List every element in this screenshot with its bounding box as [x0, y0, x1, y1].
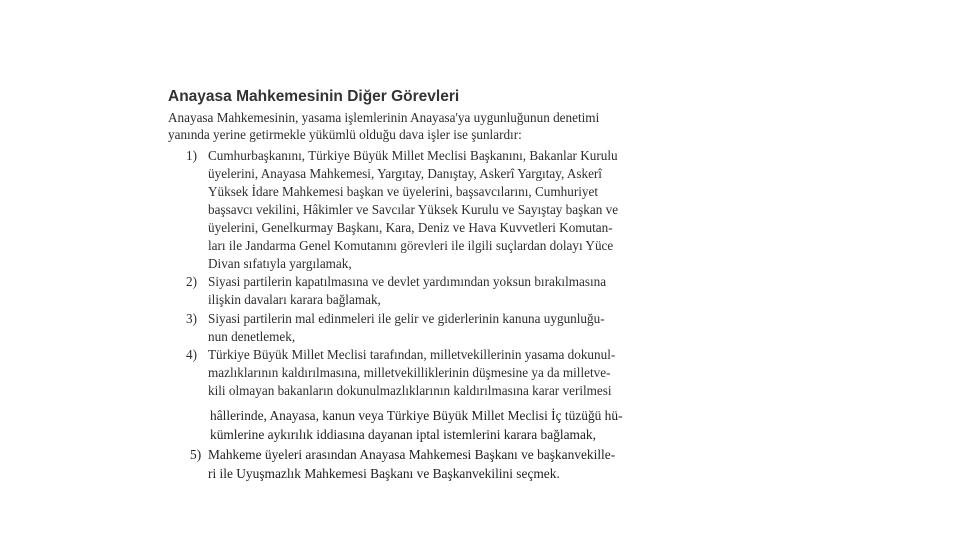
- continuation-line: kümlerine aykırılık iddiasına dayanan iptal istemlerini karara bağlamak,: [210, 427, 596, 442]
- list-item-line: nun denetlemek,: [208, 329, 296, 344]
- list-item-line: kili olmayan bakanların dokunulmazlıklarının kaldırılmasına karar verilmesi: [208, 383, 612, 398]
- list-item-line: Divan sıfatıyla yargılamak,: [208, 256, 352, 271]
- list-item-line: Yüksek İdare Mahkemesi başkan ve üyelerini, başsavcılarını, Cumhuriyet: [208, 184, 599, 199]
- list-item-line: Siyasi partilerin mal edinmeleri ile gelir ve giderlerinin kanuna uygunluğu-: [208, 311, 605, 326]
- list-item-line: Türkiye Büyük Millet Meclisi tarafından, milletvekillerinin yasama dokunul-: [208, 347, 616, 362]
- section-heading: Anayasa Mahkemesinin Diğer Görevleri: [168, 88, 460, 105]
- list-item-number: 2): [186, 274, 197, 289]
- list-item-line: üyelerini, Genelkurmay Başkanı, Kara, Deniz ve Hava Kuvvetleri Komutan-: [208, 220, 613, 235]
- list-item-line: başsavcı vekilini, Hâkimler ve Savcılar Yüksek Kurulu ve Sayıştay başkan ve: [208, 202, 619, 217]
- list-item-line: Cumhurbaşkanını, Türkiye Büyük Millet Meclisi Başkanını, Bakanlar Kurulu: [208, 148, 618, 163]
- intro-line: Anayasa Mahkemesinin, yasama işlemlerinin Anayasa'ya uygunluğunun denetimi: [168, 110, 600, 125]
- continuation-line: hâllerinde, Anayasa, kanun veya Türkiye Büyük Millet Meclisi İç tüzüğü hü-: [210, 408, 623, 423]
- intro-line: yanında yerine getirmekle yükümlü olduğu dava işler ise şunlardır:: [168, 127, 522, 142]
- list-item-line: üyelerini, Anayasa Mahkemesi, Yargıtay, Danıştay, Askerî Yargıtay, Askerî: [208, 166, 602, 181]
- list-item-line: mazlıklarının kaldırılmasına, milletvekilliklerinin düşmesine ya da milletve-: [208, 365, 611, 380]
- list-item-number: 3): [186, 311, 197, 326]
- list-item-number: 5): [190, 447, 202, 462]
- list-item-number: 4): [186, 347, 197, 362]
- list-item-number: 1): [186, 148, 197, 163]
- list-item-line: ri ile Uyuşmazlık Mahkemesi Başkanı ve Başkanvekilini seçmek.: [208, 466, 560, 481]
- list-item-line: Mahkeme üyeleri arasından Anayasa Mahkemesi Başkanı ve başkanvekille-: [208, 447, 616, 462]
- list-item-line: ilişkin davaları karara bağlamak,: [208, 292, 381, 307]
- list-item-line: ları ile Jandarma Genel Komutanını görevleri ile ilgili suçlardan dolayı Yüce: [208, 238, 614, 253]
- list-item-line: Siyasi partilerin kapatılmasına ve devlet yardımından yoksun bırakılmasına: [208, 274, 607, 289]
